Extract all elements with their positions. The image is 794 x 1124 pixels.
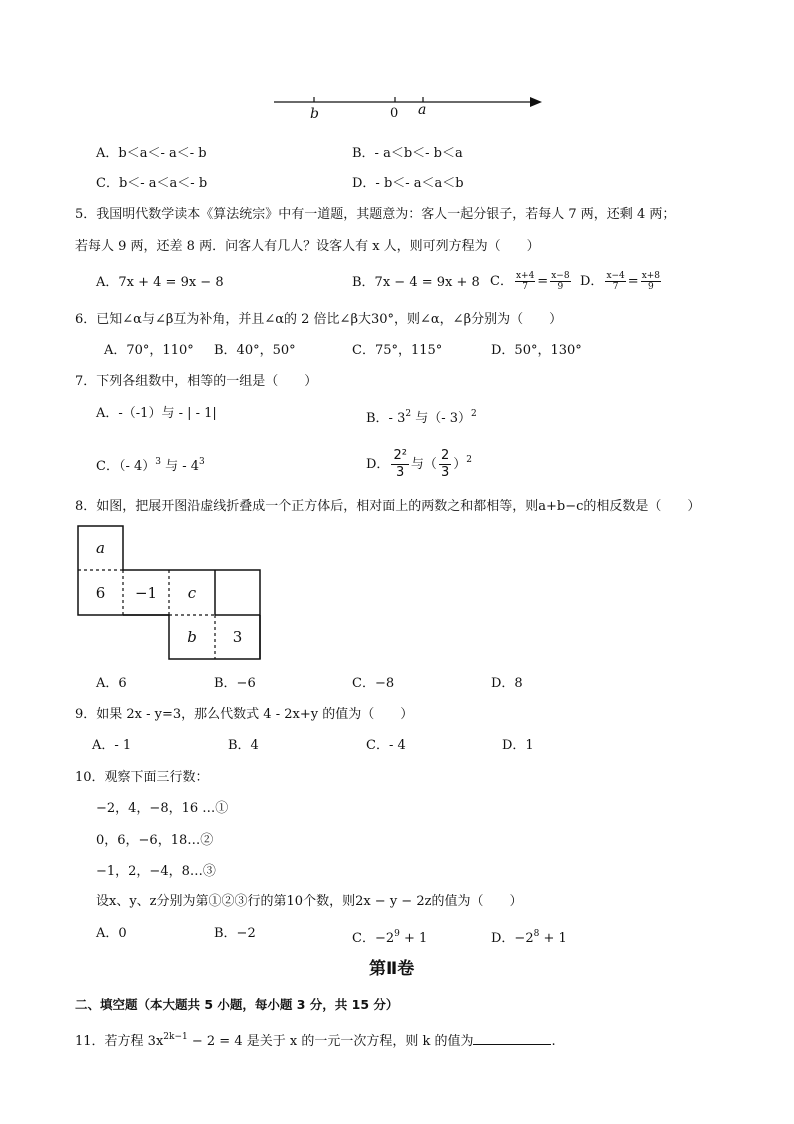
cube-face-3: 3: [232, 628, 243, 646]
q9-stem: 9．如果 2x - y=3，那么代数式 4 - 2x+y 的值为（ ）: [75, 707, 414, 722]
cube-net-figure: [77, 525, 263, 661]
q5-c-equals: =: [537, 274, 549, 289]
q11-period: .: [551, 1034, 556, 1049]
cube-face-neg1: −1: [134, 583, 158, 602]
q9-option-d: D．1: [502, 738, 534, 753]
q5-stem-line2: 若每人 9 两，还差 8 两．问客人有几人？设客人有 x 人，则可列方程为（ ）: [75, 239, 540, 254]
q8-option-b: B．−6: [214, 676, 256, 691]
q4-option-a: A．b＜a＜- a＜- b: [96, 146, 207, 161]
q5-c-fraction-1: [515, 271, 535, 292]
q11-text: 11．若方程 3x: [75, 1034, 164, 1049]
q7-d-den1: 3: [396, 465, 405, 480]
q4-option-b: B．- a＜b＜- b＜a: [352, 146, 463, 161]
cube-face-6: 6: [95, 583, 106, 602]
q5-c-fraction-2: [550, 271, 570, 292]
q7-d-fraction-1: [391, 448, 408, 481]
q5-d-fraction-1: [605, 271, 625, 292]
q5-option-d: [580, 268, 663, 296]
q5-d-equals: =: [627, 274, 639, 289]
q10-question: 设x、y、z分别为第①②③行的第10个数，则2x − y − 2z的值为（ ）: [96, 894, 523, 909]
q7-d-num2: 2: [440, 448, 450, 463]
cube-face-a: a: [96, 539, 105, 557]
q10-stem: 10．观察下面三行数：: [75, 770, 209, 785]
q5-d-den1: 7: [612, 282, 619, 292]
q7-stem: 7．下列各组数中，相等的一组是（ ）: [75, 374, 318, 389]
number-line-label-zero: 0: [390, 106, 399, 121]
q11-exponent: 2k−1: [163, 1032, 188, 1042]
q5-d-num2: x+8: [641, 271, 661, 281]
q5-option-d-label: D．: [580, 274, 604, 289]
q7-option-a: A．-（-1）与 - | - 1|: [96, 406, 217, 421]
q5-c-num1: x+4: [515, 271, 535, 281]
q8-option-d: D．8: [491, 676, 523, 691]
part-2-title: 第Ⅱ卷: [369, 959, 415, 979]
q10-c-exponent: 9: [394, 929, 400, 939]
q7-b-text2: 与（- 3）: [411, 411, 472, 426]
q10-d-text: D．−2: [491, 931, 534, 946]
q6-option-d: D．50°，130°: [491, 343, 582, 358]
q7-d-fraction-2: [439, 448, 451, 481]
q7-option-b: [366, 405, 477, 428]
q10-d-exponent: 8: [533, 929, 540, 939]
number-line: [270, 90, 550, 130]
q7-c-text2: 与 - 4: [160, 459, 200, 474]
q5-d-fraction-2: [641, 271, 661, 292]
q6-option-a: A．70°，110°: [104, 343, 194, 358]
q7-d-label: D．: [366, 457, 390, 472]
q7-b-text: B．- 3: [366, 411, 406, 426]
q10-option-d: [491, 925, 567, 948]
q10-option-c: [352, 925, 427, 948]
q10-row-1: −2，4，−8，16 …①: [96, 801, 229, 816]
number-line-label-b: b: [310, 106, 319, 122]
q9-option-c: C．- 4: [366, 738, 406, 753]
cube-face-b: b: [187, 628, 197, 646]
q6-option-c: C．75°，115°: [352, 343, 443, 358]
q7-c-exponent2: 3: [199, 457, 205, 467]
q8-option-a: A．6: [96, 676, 127, 691]
q9-option-a: A．- 1: [92, 738, 132, 753]
number-line-label-a: a: [418, 102, 427, 118]
q5-c-num2: x−8: [551, 271, 570, 281]
q7-d-num1: 2²: [393, 448, 407, 463]
q5-option-c: [490, 268, 573, 296]
q7-option-c: [96, 453, 205, 476]
q7-d-text: 与（: [410, 457, 437, 472]
q11-answer-blank[interactable]: [473, 1032, 551, 1045]
q4-option-c: C．b＜- a＜a＜- b: [96, 176, 208, 191]
cube-face-c: c: [187, 583, 197, 602]
q7-option-d: [366, 440, 472, 485]
q10-row-2: 0，6，−6，18…②: [96, 833, 214, 848]
q10-c-text: C．−2: [352, 931, 395, 946]
q7-d-paren: ）: [453, 457, 467, 472]
q10-option-b: B．−2: [214, 926, 256, 941]
q11: [75, 1028, 556, 1051]
q10-option-a: A．0: [96, 926, 127, 941]
q5-option-c-label: C．: [490, 274, 513, 289]
q5-c-den2: 9: [557, 282, 564, 292]
q5-option-b: B．7x − 4 = 9x + 8: [352, 275, 480, 290]
q7-c-text: C．（- 4）: [96, 459, 156, 474]
q7-d-exponent: 2: [466, 455, 472, 465]
q6-option-b: B．40°，50°: [214, 343, 296, 358]
q7-b-exponent2: 2: [471, 409, 477, 419]
q10-row-3: −1，2，−4，8…③: [96, 864, 216, 879]
q7-b-exponent: 2: [405, 409, 412, 419]
q7-d-den2: 3: [440, 465, 450, 480]
q7-c-exponent: 3: [155, 457, 161, 467]
q8-stem: 8．如图，把展开图沿虚线折叠成一个正方体后，相对面上的两数之和都相等，则a+b−c的相反数是（ ）: [75, 499, 701, 514]
q5-c-den1: 7: [522, 282, 528, 292]
q10-d-text2: + 1: [539, 931, 567, 946]
q4-option-d: D．- b＜- a＜a＜b: [352, 176, 464, 191]
section-2-heading: 二、填空题（本大题共 5 小题，每小题 3 分，共 15 分）: [75, 997, 399, 1012]
q5-stem-line1: 5．我国明代数学读本《算法统宗》中有一道题，其题意为：客人一起分银子，若每人 7 两，还剩 4 两；: [75, 207, 676, 222]
q11-text2: − 2 = 4 是关于 x 的一元一次方程，则 k 的值为: [187, 1034, 474, 1049]
q8-option-c: C．−8: [352, 676, 395, 691]
q5-d-num1: x−4: [606, 271, 625, 281]
q10-c-text2: + 1: [399, 931, 428, 946]
q6-stem: 6．已知∠α与∠β互为补角，并且∠α的 2 倍比∠β大30°，则∠α，∠β分别为（ ）: [75, 312, 563, 327]
q5-d-den2: 9: [647, 282, 654, 292]
q9-option-b: B．4: [228, 738, 259, 753]
q5-option-a: A．7x + 4 = 9x − 8: [96, 275, 224, 290]
